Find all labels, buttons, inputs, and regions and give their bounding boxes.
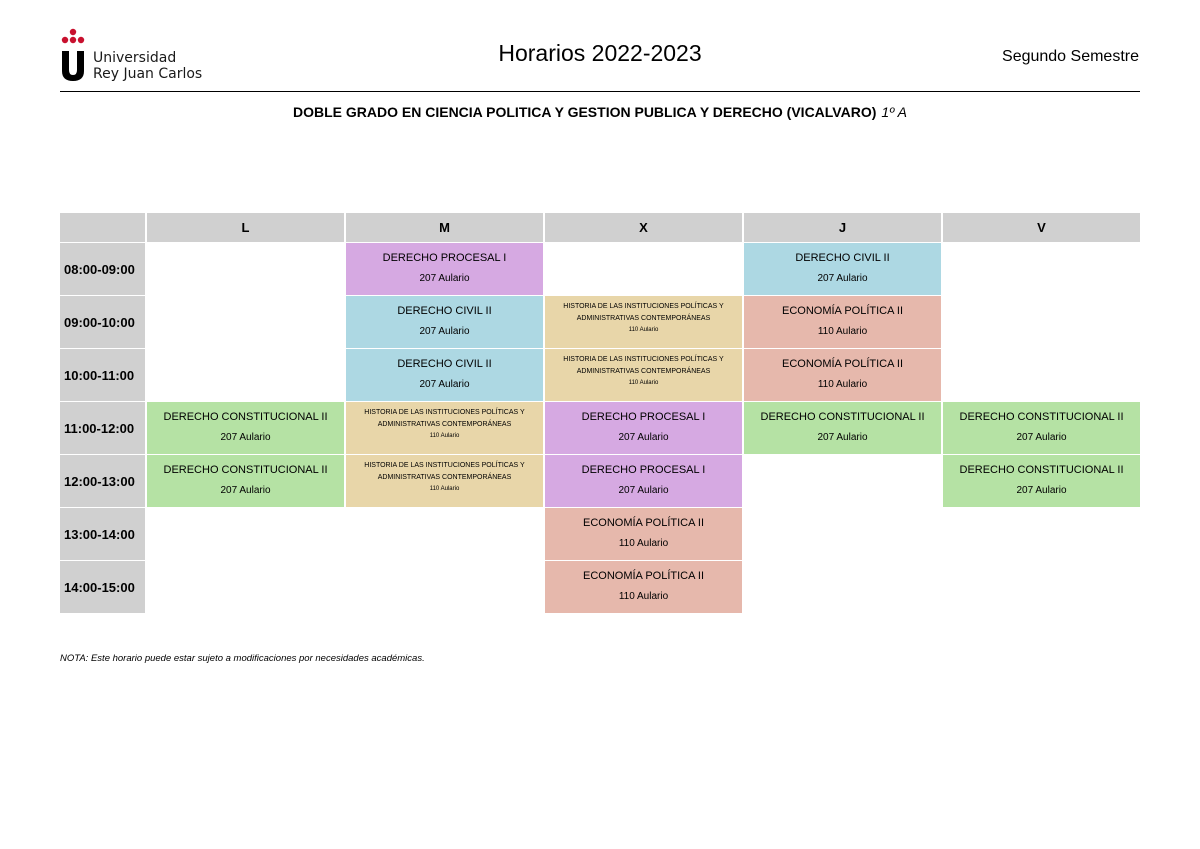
subject-name: ECONOMÍA POLÍTICA II	[582, 570, 705, 582]
subject-name: DERECHO CONSTITUCIONAL II	[163, 411, 328, 423]
class-block	[943, 402, 1140, 454]
empty-slot	[545, 243, 742, 295]
class-block	[346, 243, 543, 295]
subject-name: HISTORIA DE LAS INSTITUCIONES POLÍTICAS Y ADMINISTRATIVAS CONTEMPORÁNEAS	[364, 409, 525, 428]
footnote: NOTA: Este horario puede estar sujeto a modificaciones por necesidades académicas.	[60, 653, 425, 664]
subject-name: DERECHO PROCESAL I	[581, 464, 706, 476]
time-slot-label: 12:00-13:00	[60, 455, 145, 507]
subject-name: DERECHO CONSTITUCIONAL II	[163, 464, 328, 476]
room-label: 207 Aulario	[419, 379, 470, 390]
room-label: 207 Aulario	[419, 326, 470, 337]
room-label: 110 Aulario	[618, 538, 669, 549]
class-block	[545, 508, 742, 560]
logo-line-2: Rey Juan Carlos	[93, 66, 203, 82]
empty-slot	[147, 508, 344, 560]
room-label: 110 Aulario	[429, 486, 460, 492]
crest-dot-top	[70, 29, 76, 35]
class-block	[545, 296, 742, 348]
subject-name: DERECHO CONSTITUCIONAL II	[760, 411, 925, 423]
empty-slot	[147, 349, 344, 401]
subject-name: DERECHO PROCESAL I	[382, 252, 507, 264]
empty-slot	[943, 508, 1140, 560]
empty-slot	[943, 561, 1140, 613]
subject-name: ECONOMÍA POLÍTICA II	[781, 305, 904, 317]
empty-slot	[346, 508, 543, 560]
room-label: 110 Aulario	[628, 327, 659, 333]
day-header-x: X	[545, 213, 742, 242]
empty-slot	[943, 349, 1140, 401]
logo-line-1: Universidad	[93, 50, 177, 66]
day-header-l: L	[147, 213, 344, 242]
room-label: 207 Aulario	[618, 485, 669, 496]
room-label: 110 Aulario	[429, 433, 460, 439]
group-label: 1º A	[881, 104, 907, 120]
header-divider	[60, 91, 1140, 92]
room-label: 207 Aulario	[817, 432, 868, 443]
degree-heading	[0, 104, 1200, 120]
class-block	[147, 455, 344, 507]
subject-name: ECONOMÍA POLÍTICA II	[781, 358, 904, 370]
empty-slot	[147, 296, 344, 348]
time-slot-label: 13:00-14:00	[60, 508, 145, 560]
class-block	[346, 296, 543, 348]
subject-name: DERECHO PROCESAL I	[581, 411, 706, 423]
empty-slot	[943, 296, 1140, 348]
room-label: 207 Aulario	[1016, 485, 1067, 496]
page-title: Horarios 2022-2023	[498, 40, 702, 66]
empty-slot	[744, 508, 941, 560]
timetable	[60, 213, 1140, 613]
time-slot-label: 09:00-10:00	[60, 296, 145, 348]
empty-slot	[943, 243, 1140, 295]
empty-slot	[346, 561, 543, 613]
room-label: 207 Aulario	[618, 432, 669, 443]
subject-name: DERECHO CONSTITUCIONAL II	[959, 464, 1124, 476]
class-block	[545, 349, 742, 401]
subject-name: HISTORIA DE LAS INSTITUCIONES POLÍTICAS Y ADMINISTRATIVAS CONTEMPORÁNEAS	[563, 303, 724, 322]
room-label: 110 Aulario	[628, 380, 659, 386]
room-label: 110 Aulario	[817, 379, 868, 390]
class-block	[545, 455, 742, 507]
class-block	[545, 561, 742, 613]
room-label: 110 Aulario	[817, 326, 868, 337]
empty-slot	[147, 561, 344, 613]
time-slot-label: 11:00-12:00	[60, 402, 145, 454]
room-label: 207 Aulario	[1016, 432, 1067, 443]
subject-name: DERECHO CONSTITUCIONAL II	[959, 411, 1124, 423]
class-block	[545, 402, 742, 454]
room-label: 207 Aulario	[419, 273, 470, 284]
class-block	[346, 402, 543, 454]
subject-name: DERECHO CIVIL II	[795, 252, 890, 264]
empty-slot	[147, 243, 344, 295]
day-header-v: V	[943, 213, 1140, 242]
class-block	[346, 455, 543, 507]
day-header-m: M	[346, 213, 543, 242]
subject-name: HISTORIA DE LAS INSTITUCIONES POLÍTICAS Y ADMINISTRATIVAS CONTEMPORÁNEAS	[364, 462, 525, 481]
empty-slot	[744, 561, 941, 613]
time-slot-label: 14:00-15:00	[60, 561, 145, 613]
time-slot-label: 10:00-11:00	[60, 349, 145, 401]
degree-name: DOBLE GRADO EN CIENCIA POLITICA Y GESTION PUBLICA Y DERECHO (VICALVARO)	[293, 104, 877, 120]
room-label: 207 Aulario	[220, 485, 271, 496]
class-block	[744, 402, 941, 454]
corner-cell	[60, 213, 145, 242]
subject-name: HISTORIA DE LAS INSTITUCIONES POLÍTICAS Y ADMINISTRATIVAS CONTEMPORÁNEAS	[563, 356, 724, 375]
class-block	[147, 402, 344, 454]
class-block	[943, 455, 1140, 507]
subject-name: DERECHO CIVIL II	[397, 358, 492, 370]
empty-slot	[744, 455, 941, 507]
class-block	[744, 243, 941, 295]
class-block	[346, 349, 543, 401]
class-block	[744, 349, 941, 401]
room-label: 110 Aulario	[618, 591, 669, 602]
semester-label: Segundo Semestre	[1002, 48, 1139, 65]
class-block	[744, 296, 941, 348]
time-slot-label: 08:00-09:00	[60, 243, 145, 295]
room-label: 207 Aulario	[220, 432, 271, 443]
room-label: 207 Aulario	[817, 273, 868, 284]
subject-name: DERECHO CIVIL II	[397, 305, 492, 317]
subject-name: ECONOMÍA POLÍTICA II	[582, 517, 705, 529]
day-header-j: J	[744, 213, 941, 242]
